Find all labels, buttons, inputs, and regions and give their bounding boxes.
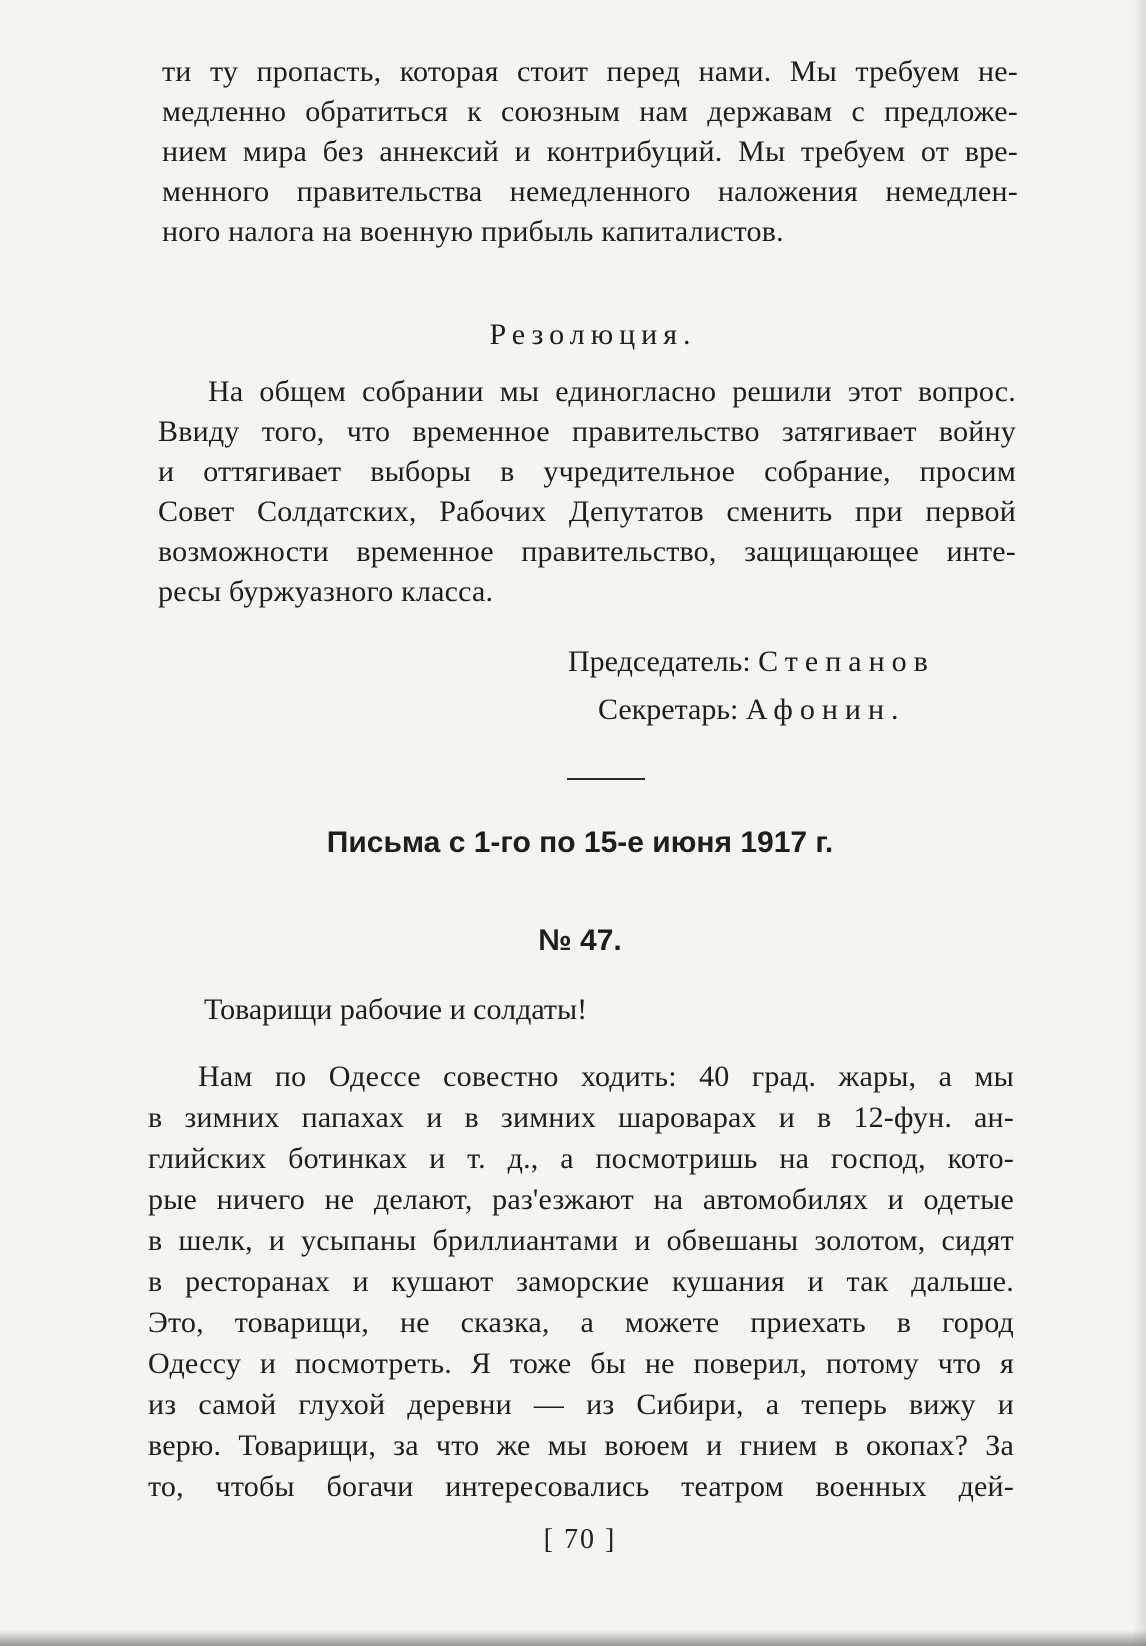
letter-paragraph — [148, 1056, 1014, 1507]
letter-line: глийских ботинках и т. д., а посмотришь на господ, кото- — [148, 1142, 1014, 1175]
letter-greeting: Товарищи рабочие и солдаты! — [204, 993, 588, 1026]
letter-line: из самой глухой деревни — из Сибири, а теперь вижу и — [148, 1388, 1014, 1421]
letter-line: в зимних папахах и в зимних шароварах и в 12-фун. ан- — [148, 1101, 1014, 1134]
letter-line: в ресторанах и кушают заморские кушания и так дальше. — [148, 1265, 1014, 1298]
intro-line: ного налога на военную прибыль капиталистов. — [162, 215, 784, 248]
resolution-text — [158, 372, 1016, 612]
page-number: [ 70 ] — [543, 1524, 617, 1555]
secretary-name: Афонин. — [745, 693, 906, 726]
letter-number: № 47. — [538, 924, 622, 957]
resolution-line: На общем собрании мы единогласно решили этот вопрос. — [208, 375, 1016, 408]
chairman-signature — [568, 638, 935, 686]
section-divider — [567, 778, 645, 780]
resolution-line: ресы буржуазного класса. — [158, 575, 494, 608]
resolution-line: и оттягивает выборы в учредительное собрание, просим — [158, 455, 1016, 488]
letter-line: Это, товарищи, не сказка, а можете приехать в город — [148, 1306, 1014, 1339]
intro-line: медленно обратиться к союзным нам державам с предложе- — [162, 95, 1018, 128]
intro-line: ти ту пропасть, которая стоит перед нами. Мы требуем не- — [162, 55, 1018, 88]
chairman-name: Степанов — [758, 645, 935, 678]
section-title: Письма с 1-го по 15-е июня 1917 г. — [326, 826, 834, 859]
resolution-line: возможности временное правительство, защищающее инте- — [158, 535, 1016, 568]
letter-line: Нам по Одессе совестно ходить: 40 град. жары, а мы — [198, 1060, 1014, 1093]
intro-paragraph-text — [162, 52, 1018, 252]
intro-line: менного правительства немедленного наложения немедлен- — [162, 175, 1018, 208]
letter-line: верю. Товарищи, за что же мы воюем и гнием в окопах? За — [148, 1429, 1014, 1462]
letter-line: рые ничего не делают, раз'езжают на автомобилях и одетые — [148, 1183, 1014, 1216]
resolution-line: Ввиду того, что временное правительство затягивает войну — [158, 415, 1016, 448]
resolution-heading: Резолюция. — [489, 318, 697, 351]
chairman-label: Председатель: — [568, 645, 751, 678]
secretary-signature — [598, 686, 906, 734]
letter-line: то, чтобы богачи интересовались театром военных дей- — [148, 1470, 1014, 1503]
resolution-paragraph — [158, 372, 1016, 612]
resolution-line: Совет Солдатских, Рабочих Депутатов сменить при первой — [158, 495, 1016, 528]
secretary-label: Секретарь: — [598, 693, 739, 726]
letter-line: в шелк, и усыпаны бриллиантами и обвешаны золотом, сидят — [148, 1224, 1014, 1257]
letter-text — [148, 1056, 1014, 1507]
intro-line: нием мира без аннексий и контрибуций. Мы требуем от вре- — [162, 135, 1018, 168]
letter-line: Одессу и посмотреть. Я тоже бы не поверил, потому что я — [148, 1347, 1014, 1380]
intro-paragraph — [162, 52, 1018, 252]
